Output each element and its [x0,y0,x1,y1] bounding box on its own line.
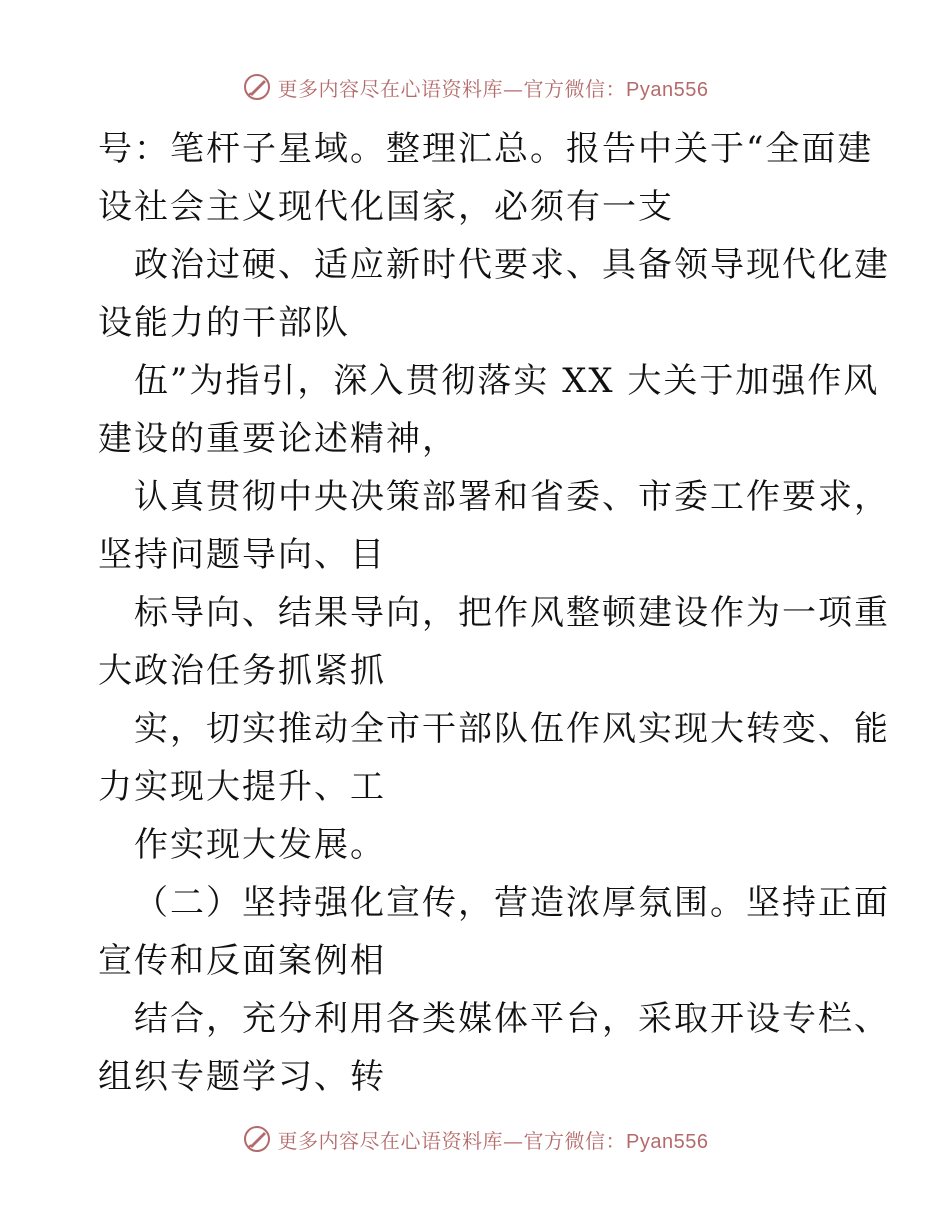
text-line: 伍”为指引，深入贯彻落实 XX 大关于加强作风 [134,361,880,401]
text-line: 宣传和反面案例相 [98,941,386,981]
text-line: 认真贯彻中央决策部署和省委、市委工作要求， [134,477,890,517]
header-watermark [0,72,950,102]
text-line: 组织专题学习、转 [98,1057,386,1097]
text-line: （二）坚持强化宣传，营造浓厚氛围。坚持正面 [134,883,890,923]
footer-watermark [0,1124,950,1154]
quill-logo-icon [242,72,272,102]
text-line: 结合，充分利用各类媒体平台，采取开设专栏、 [134,999,890,1039]
text-line: 实，切实推动全市干部队伍作风实现大转变、能 [134,709,890,749]
text-line: 设能力的干部队 [98,303,350,343]
quill-logo-icon [242,1124,272,1154]
text-line: 坚持问题导向、目 [98,535,386,575]
watermark-text: 更多内容尽在心语资料库—官方微信：Pyan556 [277,76,709,101]
text-line: 政治过硬、适应新时代要求、具备领导现代化建 [134,245,890,285]
text-line: 标导向、结果导向，把作风整顿建设作为一项重 [134,593,890,633]
text-line: 建设的重要论述精神， [98,419,458,459]
text-line: 设社会主义现代化国家，必须有一支 [98,187,674,227]
text-line: 号：笔杆子星域。整理汇总。报告中关于“全面建 [98,129,874,169]
text-line: 大政治任务抓紧抓 [98,651,386,691]
text-line: 作实现大发展。 [134,825,386,865]
text-line: 力实现大提升、工 [98,767,386,807]
watermark-text: 更多内容尽在心语资料库—官方微信：Pyan556 [277,1128,709,1153]
document-body [98,120,890,1106]
